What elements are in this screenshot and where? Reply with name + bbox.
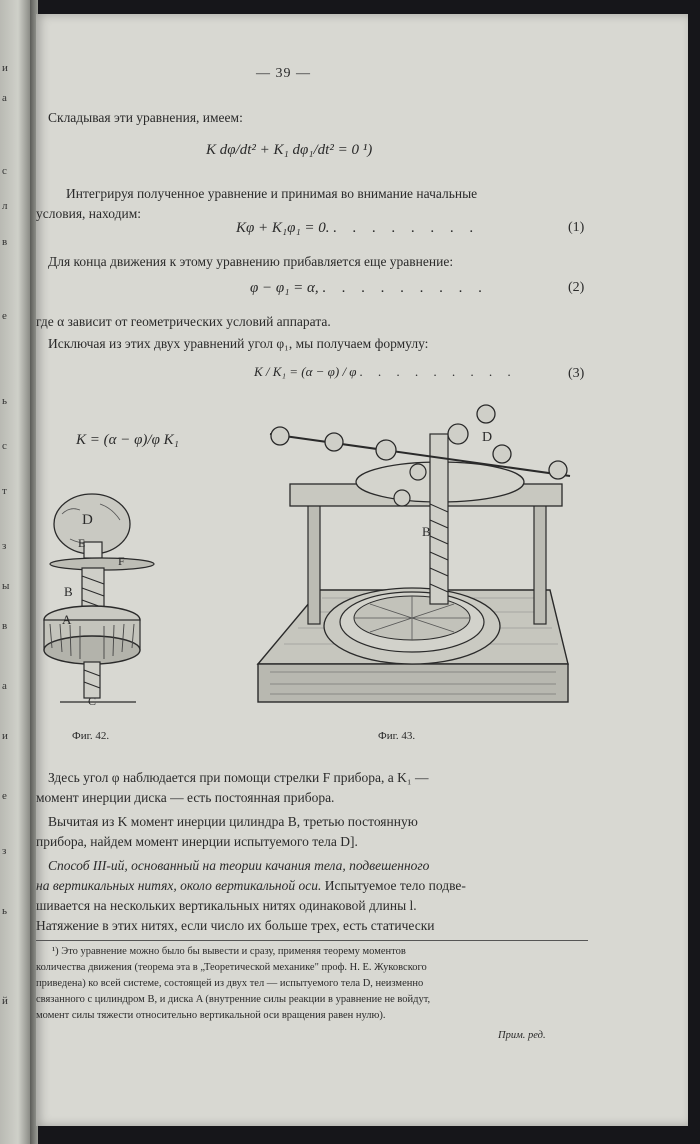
equation-number: (3) xyxy=(568,366,585,381)
text-line: Складывая эти уравнения, имеем: xyxy=(48,110,243,125)
text-line: Здесь угол φ наблюдается при помощи стрелки F прибора, а K₁ — xyxy=(48,770,429,785)
figure-42-label-e: E xyxy=(78,536,86,550)
equation-number: (2) xyxy=(568,280,585,295)
figure-42-caption: Фиг. 42. xyxy=(72,730,110,742)
footnote-signature: Прим. ред. xyxy=(498,1030,546,1041)
footnote-line: связанного с цилиндром B, и диска A (внутренние силы реакции в уравнение не войдут, xyxy=(36,994,431,1005)
text-line: Интегрируя полученное уравнение и принимая во внимание начальные xyxy=(66,186,478,201)
figure-42-label-c: C xyxy=(88,694,97,708)
text-line: Для конца движения к этому уравнению прибавляется еще уравнение: xyxy=(48,254,454,269)
left-page-fragment: е xyxy=(2,790,7,802)
text-line: где α зависит от геометрических условий аппарата. xyxy=(36,314,331,329)
left-page-fragment: в xyxy=(2,236,8,248)
figure-42-label-b: B xyxy=(64,584,73,599)
figure-43-label-d: D xyxy=(482,430,493,445)
footnote-line: количества движения (теорема эта в „Теоретической механике" проф. Н. Е. Жуковского xyxy=(36,962,427,973)
left-page-fragment: т xyxy=(2,485,7,497)
left-page-fragment: й xyxy=(2,995,8,1007)
figure-42-drawing xyxy=(40,484,180,724)
figure-42-label-a: A xyxy=(62,612,72,627)
left-page-fragment: и xyxy=(2,62,8,74)
left-page-fragment: ь xyxy=(2,395,8,407)
footnote-divider xyxy=(36,940,588,941)
equation-number: (1) xyxy=(568,220,585,235)
equation-1: K dφ/dt² + K₁ dφ₁/dt² = 0 ¹) xyxy=(206,142,373,158)
book-page xyxy=(36,14,688,1126)
left-page-fragment: и xyxy=(2,730,8,742)
left-page-fragment: ы xyxy=(2,580,10,592)
figure-42-label-f: F xyxy=(118,554,125,568)
left-page-fragment: з xyxy=(2,540,7,552)
figure-43-drawing xyxy=(250,394,580,724)
equation-5: K = (α − φ)/φ K₁ xyxy=(76,432,179,448)
left-page-fragment: в xyxy=(2,620,8,632)
text-line: Исключая из этих двух уравнений угол φ₁, мы получаем формулу: xyxy=(48,336,429,351)
text-line: Вычитая из K момент инерции цилиндра B, третью постоянную xyxy=(48,814,418,829)
left-page-fragment: с xyxy=(2,165,7,177)
figure-43-caption: Фиг. 43. xyxy=(378,730,416,742)
left-page-edge xyxy=(0,0,30,1144)
text-line: на вертикальных нитях, около вертикальной оси. Испытуемое тело подве- xyxy=(36,878,466,893)
text-line: шивается на нескольких вертикальных нитях одинаковой длины l. xyxy=(36,898,417,913)
equation-4: K / K₁ = (α − φ) / φ . . . . . . . . . xyxy=(254,364,517,379)
footnote-line: момент силы тяжести относительно вертикальной оси вращения равен нулю). xyxy=(36,1010,386,1021)
text-line: момент инерции диска — есть постоянная прибора. xyxy=(36,790,335,805)
left-page-fragment: з xyxy=(2,845,7,857)
left-page-fragment: е xyxy=(2,310,7,322)
text-line: Натяжение в этих нитях, если число их больше трех, есть статически xyxy=(36,918,435,933)
footnote-line: ¹) Это уравнение можно было бы вывести и сразу, применяя теорему моментов xyxy=(52,946,406,957)
left-page-fragment: л xyxy=(2,200,8,212)
left-page-fragment: с xyxy=(2,440,7,452)
footnote-line: приведена) ко всей системе, состоящей из двух тел — испытуемого тела D, неизменно xyxy=(36,978,424,989)
page-number: — 39 — xyxy=(256,66,311,81)
figure-42-label-d: D xyxy=(82,512,93,528)
left-page-fragment: а xyxy=(2,92,7,104)
text-line: Способ III-ий, основанный на теории качания тела, подвешенного xyxy=(48,858,430,873)
figure-43-label-b: B xyxy=(422,524,431,539)
text-line: условия, находим: xyxy=(36,206,141,221)
text-line: прибора, найдем момент инерции испытуемого тела D]. xyxy=(36,834,358,849)
left-page-fragment: а xyxy=(2,680,7,692)
left-page-fragment: ь xyxy=(2,905,8,917)
equation-3: φ − φ₁ = α, . . . . . . . . . xyxy=(250,280,489,296)
equation-2: Kφ + K₁φ₁ = 0. . . . . . . . . xyxy=(236,220,480,236)
